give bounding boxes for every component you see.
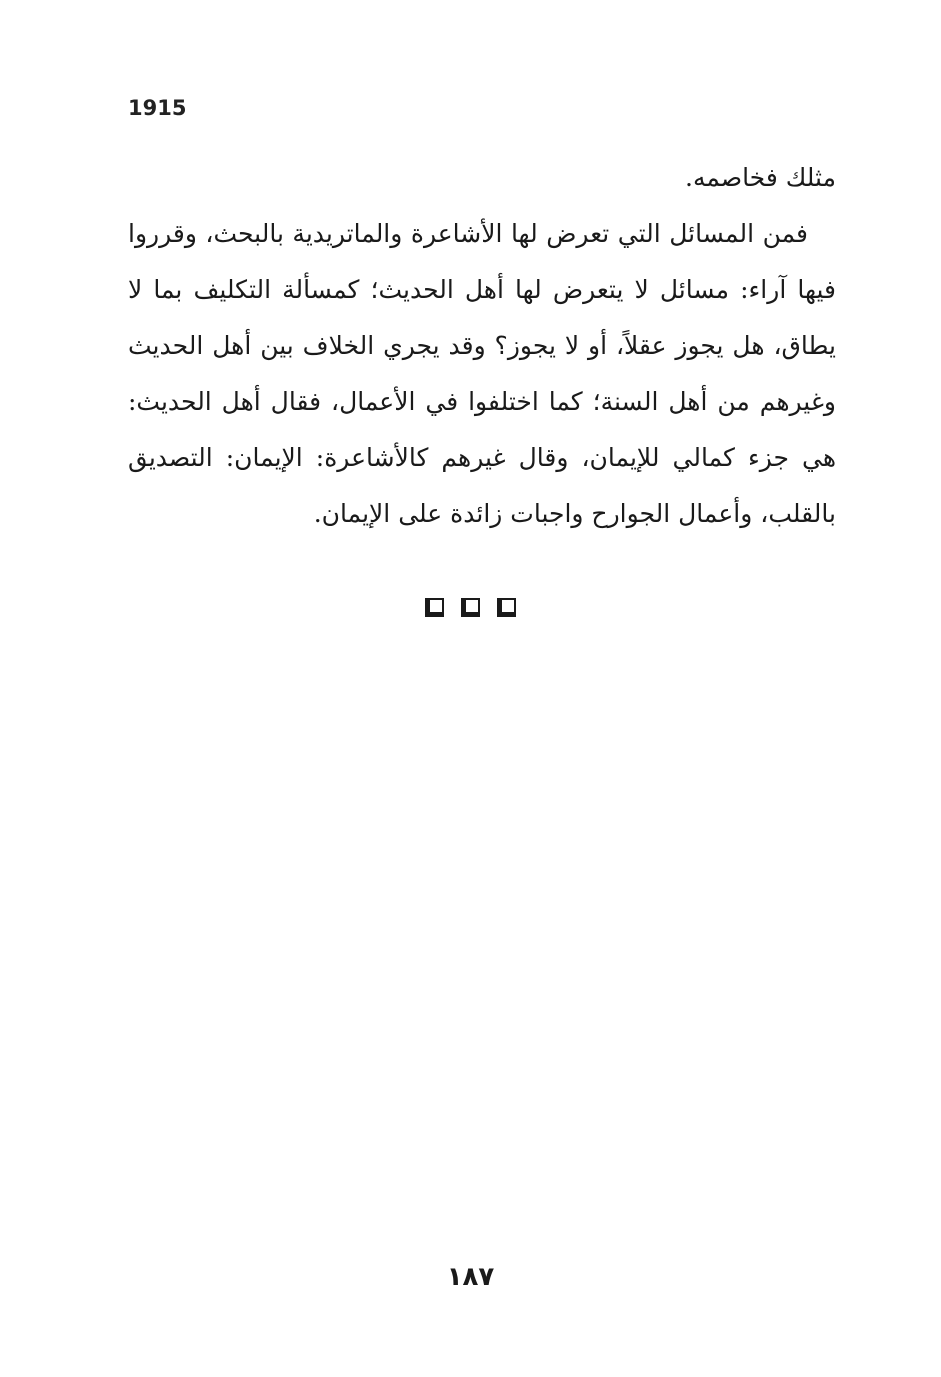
square-ornament-icon <box>425 598 444 617</box>
main-paragraph: فمن المسائل التي تعرض لها الأشاعرة والماتريدية بالبحث، وقرروا فيها آراء: مسائل لا يتعرض لها أهل الحديث؛ كمسألة التكليف بما لا يطاق، هل يجوز عقلاً، أو لا يجوز؟ وقد يجري الخلاف بين أهل الحديث وغيرهم من أهل السنة؛ كما اختلفوا في الأعمال، فقال أهل الحديث: هي جزء كمالي للإيمان، وقال غيرهم كالأشاعرة: الإيمان: التصديق بالقلب، وأعمال الجوارح واجبات زائدة على الإيمان. <box>128 219 836 528</box>
page-number: ١٨٧ <box>446 1262 495 1292</box>
section-separator <box>0 598 941 617</box>
square-ornament-icon <box>497 598 516 617</box>
continuation-line: مثلك فخاصمه. <box>685 163 836 192</box>
top-reference-number: 1915 <box>128 96 187 120</box>
square-ornament-icon <box>461 598 480 617</box>
body-text <box>128 150 836 542</box>
